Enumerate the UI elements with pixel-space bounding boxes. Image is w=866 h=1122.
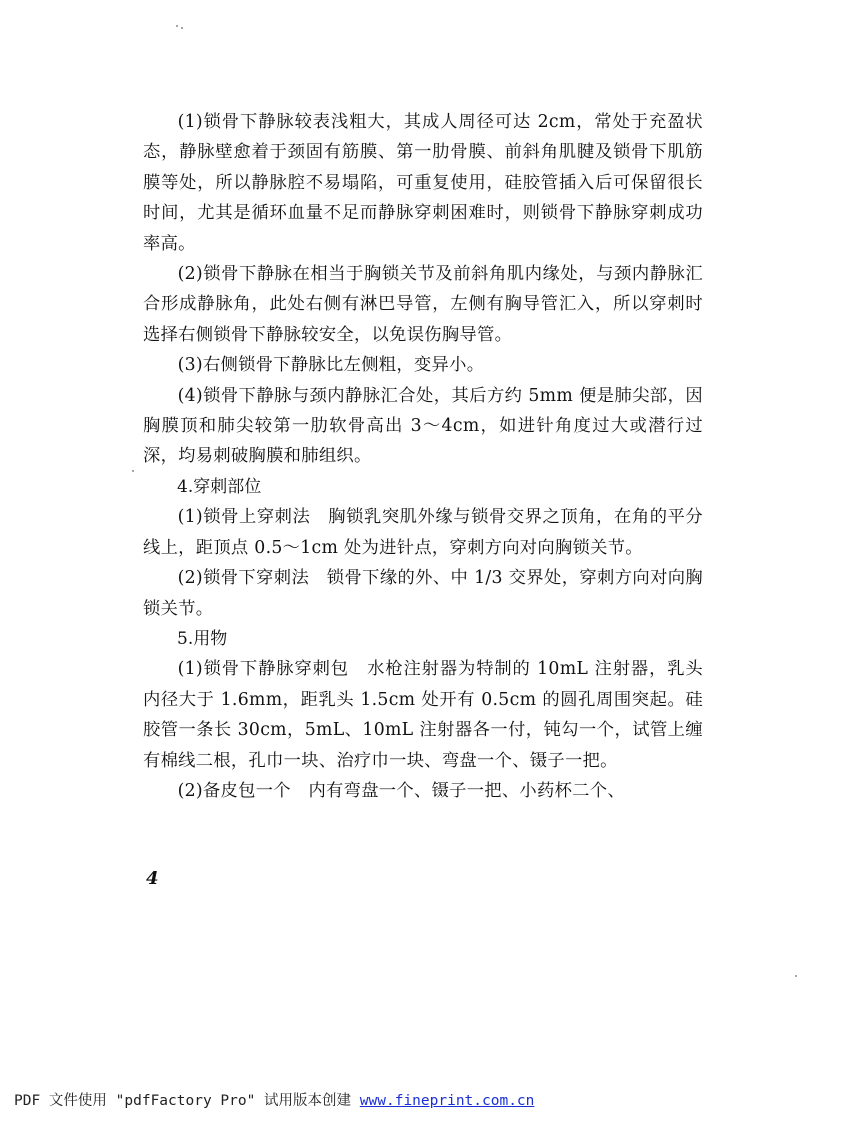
scan-speck bbox=[795, 975, 797, 977]
footer-text: PDF 文件使用 "pdfFactory Pro" 试用版本创建 bbox=[14, 1093, 360, 1109]
paragraph-2: (2)锁骨下静脉在相当于胸锁关节及前斜角肌内缘处，与颈内静脉汇合形成静脉角，此处右侧有淋巴导管，左侧有胸导管汇入，所以穿刺时选择右侧锁骨下静脉较安全，以免误伤胸导管。 bbox=[143, 264, 703, 345]
paragraph-3: (3)右侧锁骨下静脉比左侧粗，变异小。 bbox=[177, 355, 485, 376]
scan-speck bbox=[176, 25, 178, 27]
paragraph-1: (1)锁骨下静脉较表浅粗大，其成人周径可达 2cm，常处于充盈状态，静脉壁愈着于颈固有筋膜、第一肋骨膜、前斜角肌腱及锁骨下肌筋膜等处，所以静脉腔不易塌陷，可重复使用，硅胶管插入后可保留很长时间，尤其是循环血量不足而静脉穿刺困难时，则锁骨下静脉穿刺成功率高。 bbox=[143, 112, 703, 254]
paragraph-5: (1)锁骨上穿刺法 胸锁乳突肌外缘与锁骨交界之顶角，在角的平分线上，距顶点 0.5～1cm 处为进针点，穿刺方向对向胸锁关节。 bbox=[143, 507, 703, 558]
page-number: 4 bbox=[146, 868, 159, 889]
footer-link[interactable]: www.fineprint.com.cn bbox=[359, 1093, 535, 1109]
section-heading-puncture-site: 4.穿刺部位 bbox=[177, 476, 262, 497]
paragraph-4: (4)锁骨下静脉与颈内静脉汇合处，其后方约 5mm 便是肺尖部，因胸膜顶和肺尖较第一肋软骨高出 3～4cm，如进针角度过大或潜行过深，均易刺破胸膜和肺组织。 bbox=[143, 385, 703, 467]
scan-speck bbox=[132, 470, 134, 472]
section-heading-supplies: 5.用物 bbox=[177, 628, 228, 649]
paragraph-6: (2)锁骨下穿刺法 锁骨下缘的外、中 1/3 交界处，穿刺方向对向胸锁关节。 bbox=[143, 568, 703, 619]
scan-speck bbox=[181, 27, 183, 29]
paragraph-8: (2)备皮包一个 内有弯盘一个、镊子一把、小药杯二个、 bbox=[177, 780, 625, 801]
body-text bbox=[143, 107, 703, 806]
pdf-footer bbox=[14, 1089, 534, 1110]
paragraph-7: (1)锁骨下静脉穿刺包 水枪注射器为特制的 10mL 注射器，乳头内径大于 1.6mm，距乳头 1.5cm 处开有 0.5cm 的圆孔周围突起。硅胶管一条长 30cm，5mL、10mL 注射器各一付，钝勾一个，试管上缠有棉线二根，孔巾一块、治疗巾一块、弯盘一个、镊子一把。 bbox=[143, 659, 703, 771]
